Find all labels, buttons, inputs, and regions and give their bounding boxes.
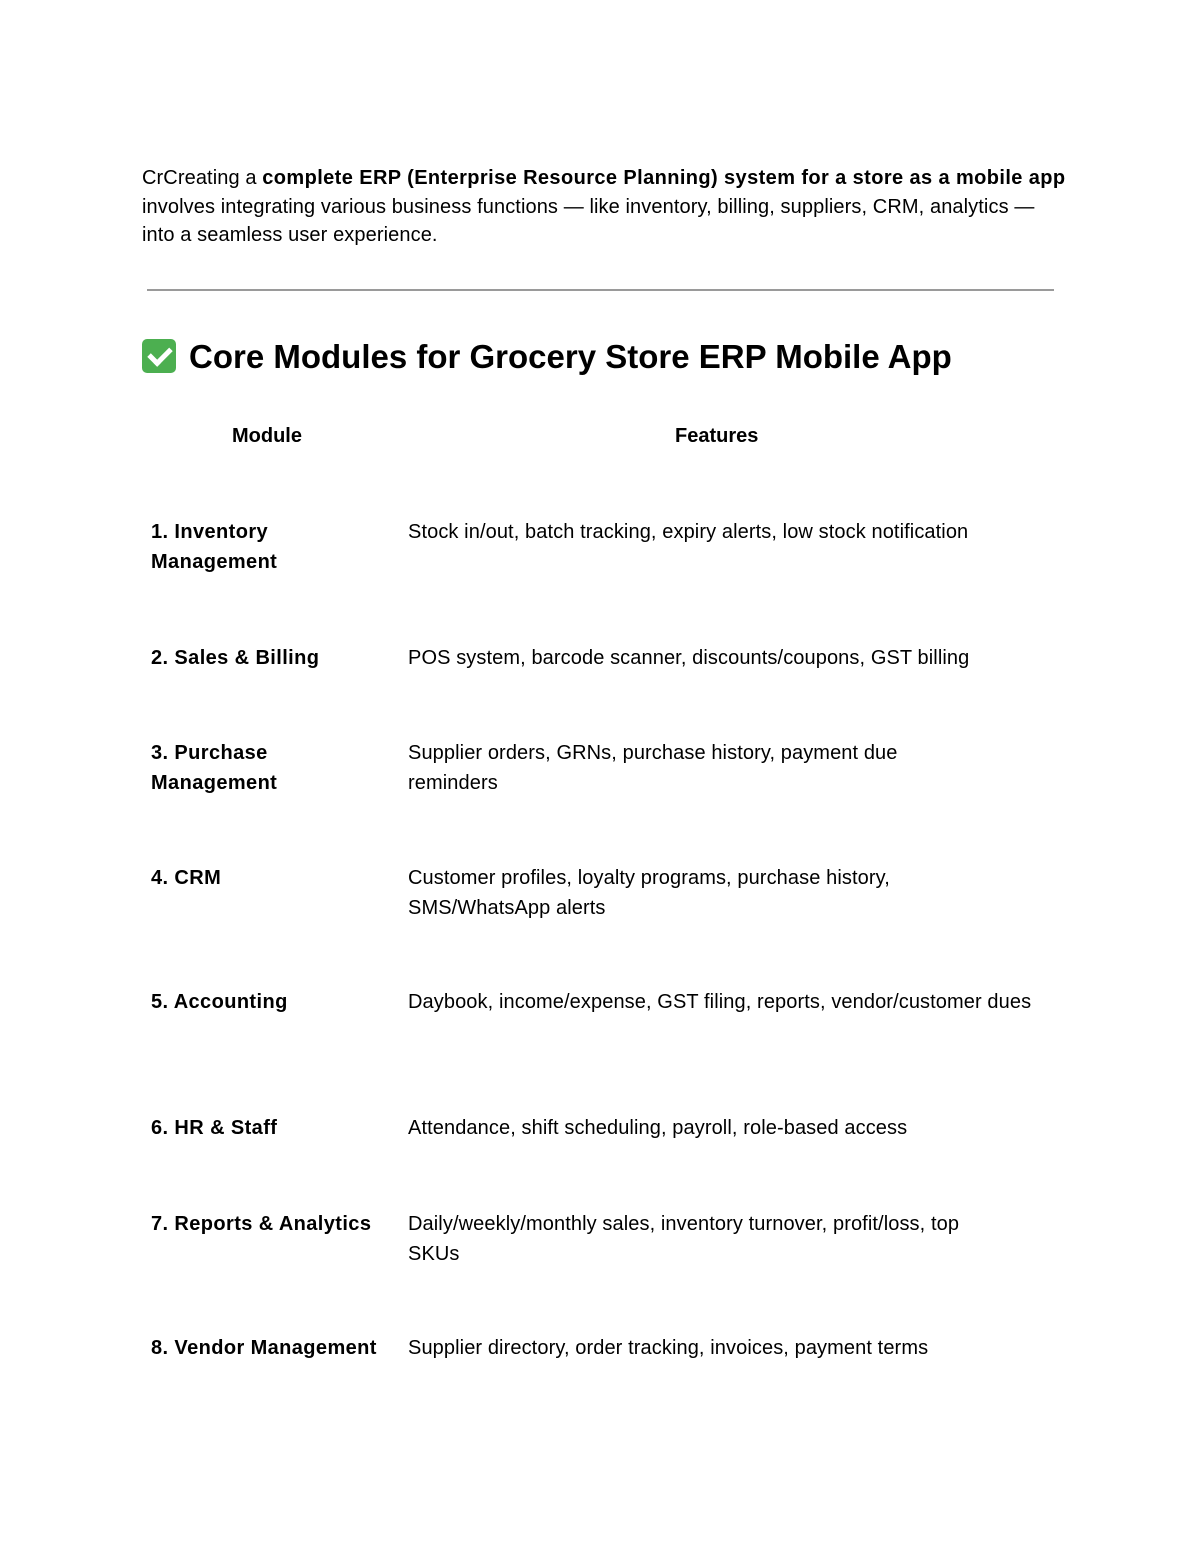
intro-paragraph bbox=[142, 164, 1072, 250]
table-header-features: Features bbox=[675, 425, 759, 447]
table-row-features: Supplier directory, order tracking, invoices, payment terms bbox=[408, 1337, 929, 1359]
table-row-features: Stock in/out, batch tracking, expiry alerts, low stock notification bbox=[408, 521, 969, 543]
table-row-features: Customer profiles, loyalty programs, purchase history, SMS/WhatsApp alerts bbox=[408, 867, 890, 919]
intro-bold-text: complete ERP (Enterprise Resource Planning) system for a store as a mobile app bbox=[262, 167, 1066, 189]
table-row-module: 7. Reports & Analytics bbox=[151, 1213, 372, 1235]
section-heading-text: Core Modules for Grocery Store ERP Mobile App bbox=[189, 338, 952, 375]
section-heading bbox=[142, 336, 952, 378]
horizontal-rule bbox=[147, 289, 1054, 291]
table-row-features: POS system, barcode scanner, discounts/coupons, GST billing bbox=[408, 647, 970, 669]
table-row-module: 5. Accounting bbox=[151, 991, 288, 1013]
table-row-module: 2. Sales & Billing bbox=[151, 647, 320, 669]
intro-suffix: involves integrating various business functions — like inventory, billing, suppliers, CRM, analytics — into a seamless user experience. bbox=[142, 195, 1035, 246]
table-row-module: 8. Vendor Management bbox=[151, 1337, 377, 1359]
table-row-module: 6. HR & Staff bbox=[151, 1117, 278, 1139]
table-row-module: 1. Inventory Management bbox=[151, 521, 278, 573]
table-row-features: Attendance, shift scheduling, payroll, role-based access bbox=[408, 1117, 908, 1139]
check-mark-button-icon bbox=[142, 339, 176, 373]
table-row-features: Daily/weekly/monthly sales, inventory turnover, profit/loss, top SKUs bbox=[408, 1213, 960, 1265]
table-row-module: 3. Purchase Management bbox=[151, 742, 278, 794]
table-row-features: Daybook, income/expense, GST filing, reports, vendor/customer dues bbox=[408, 991, 1032, 1013]
table-header-module: Module bbox=[232, 425, 302, 447]
table-row-module: 4. CRM bbox=[151, 867, 222, 889]
intro-prefix: CrCreating a bbox=[142, 167, 263, 189]
table-row-features: Supplier orders, GRNs, purchase history, payment due reminders bbox=[408, 742, 898, 794]
